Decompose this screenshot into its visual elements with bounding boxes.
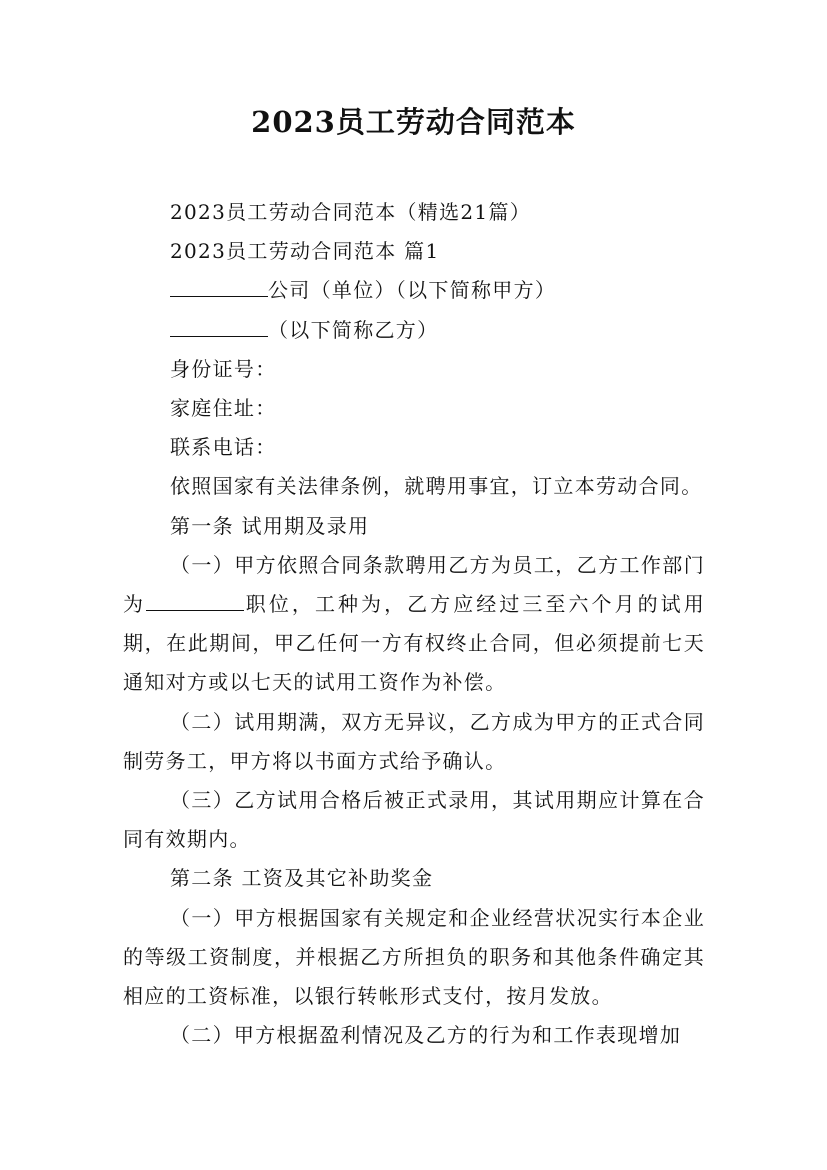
address-label: 家庭住址： bbox=[170, 396, 277, 421]
section-heading: 2023员工劳动合同范本 篇1 bbox=[170, 239, 440, 264]
article1-heading: 第一条 试用期及录用 bbox=[170, 513, 370, 538]
article2-paragraph1: （一）甲方根据国家有关规定和企业经营状况实行本企业的等级工资制度，并根据乙方所担负的职务和其他条件确定其相应的工资标准，以银行转帐形式支付，按月发放。 bbox=[123, 905, 705, 1009]
article1-paragraph3: （三）乙方试用合格后被正式录用，其试用期应计算在合同有效期内。 bbox=[123, 788, 705, 852]
intro-paragraph: 依照国家有关法律条例，就聘用事宜，订立本劳动合同。 bbox=[170, 474, 703, 499]
party-a-text: 公司（单位）（以下简称甲方） bbox=[268, 278, 557, 303]
party-a-line bbox=[123, 271, 705, 310]
phone-label: 联系电话： bbox=[170, 435, 277, 460]
party-b-text: （以下简称乙方） bbox=[268, 317, 439, 342]
document-body bbox=[123, 193, 705, 1055]
party-b-line bbox=[123, 311, 705, 350]
article1-p1-before: （一）甲方依照合同条款聘用乙方为员工，乙方工作部门为 bbox=[123, 552, 705, 617]
article1-paragraph2: （二）试用期满，双方无异议，乙方成为甲方的正式合同制劳务工，甲方将以书面方式给予确认。 bbox=[123, 709, 705, 773]
blank-underline bbox=[170, 274, 268, 297]
document-title: 2023员工劳动合同范本 bbox=[251, 105, 576, 139]
blank-underline bbox=[170, 314, 268, 337]
article2-heading: 第二条 工资及其它补助奖金 bbox=[170, 866, 434, 891]
article2-paragraph2: （二）甲方根据盈利情况及乙方的行为和工作表现增加 bbox=[170, 1023, 682, 1048]
document-subtitle: 2023员工劳动合同范本（精选21篇） bbox=[170, 200, 532, 224]
id-number-label: 身份证号： bbox=[170, 356, 277, 381]
article1-p1-after: 职位，工种为，乙方应经过三至六个月的试用期，在此期间，甲乙任何一方有权终止合同，但必须提前七天通知对方或以七天的试用工资作为补偿。 bbox=[123, 592, 706, 695]
blank-underline bbox=[146, 588, 244, 611]
article1-paragraph1 bbox=[123, 546, 705, 703]
